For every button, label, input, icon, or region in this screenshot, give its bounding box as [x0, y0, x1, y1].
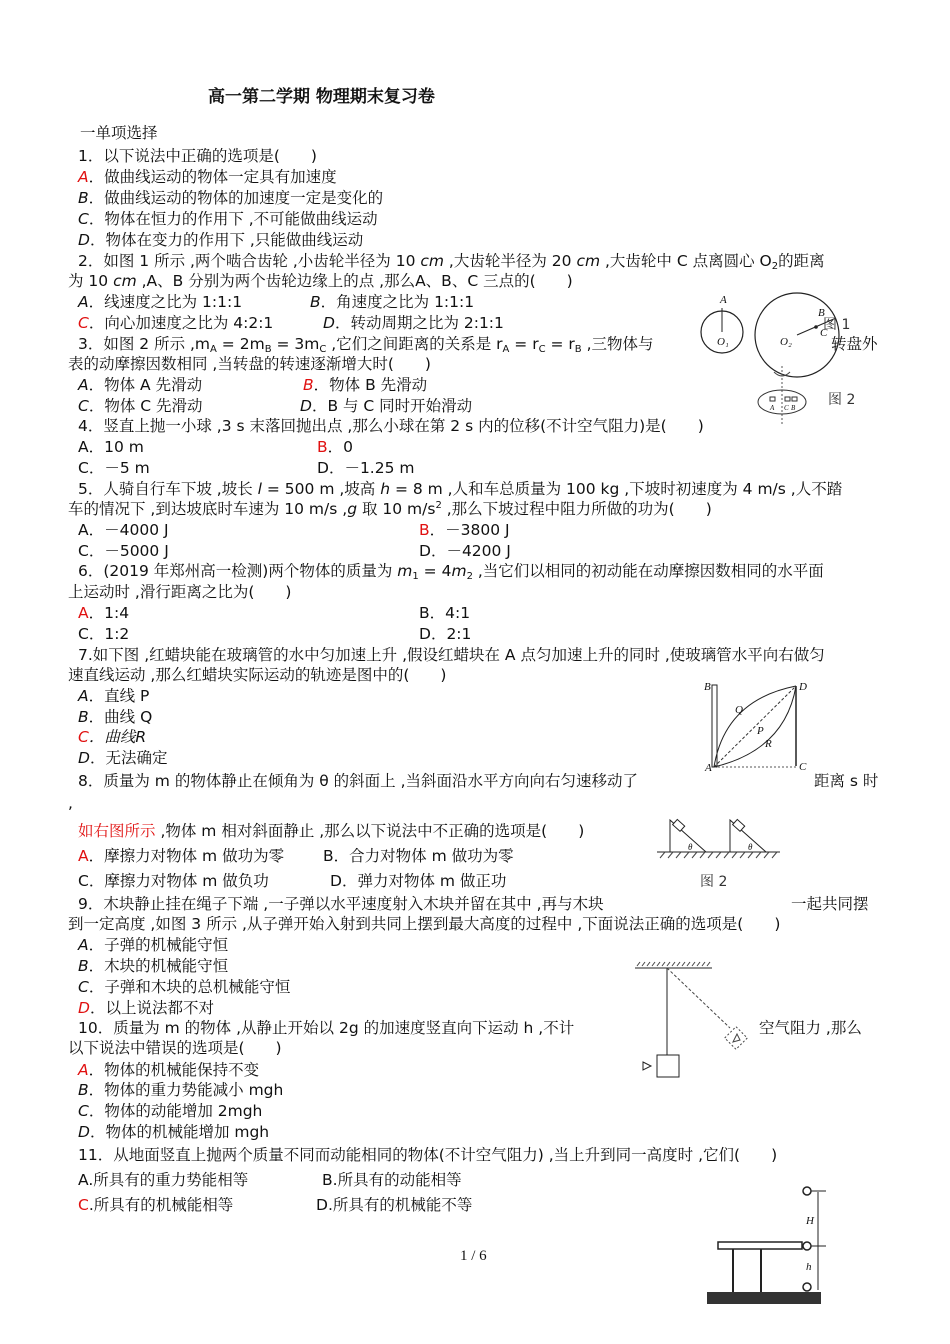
text: ,大齿轮半径为 20 [444, 252, 577, 270]
label-d: D [799, 681, 807, 693]
option-letter: C [78, 397, 89, 415]
option-text: ．物体的重力势能减小 mgh [88, 1081, 284, 1099]
option-text: ．－1.25 m [328, 459, 415, 477]
label-p: P [757, 725, 764, 737]
option-letter: C [78, 542, 89, 560]
answer-letter: A [78, 604, 89, 622]
text: = 4 [418, 562, 452, 580]
option-letter: C [78, 1102, 89, 1120]
option-text: ．线速度之比为 1:1:1 [88, 293, 243, 311]
answer-letter: B [419, 521, 430, 539]
label-q: Q [735, 704, 743, 716]
option-text: ．做曲线运动的物体的加速度一定是变化的 [88, 189, 384, 207]
option-text: ．－4200 J [430, 542, 511, 560]
option-letter: A [78, 376, 89, 394]
option-text: ．物体在恒力的作用下 ,不可能做曲线运动 [88, 210, 378, 228]
option-letter: C [78, 459, 89, 477]
option-text: ．子弹和木块的总机械能守恒 [88, 978, 291, 996]
label-a: A [720, 294, 727, 306]
page-number: 1 / 6 [460, 1248, 487, 1264]
option-letter: B [419, 604, 430, 622]
text: ,当它们以相同的初动能在动摩擦因数相同的水平面 [472, 562, 824, 580]
question-8-stem: 8．质量为 m 的物体静止在倾角为 θ 的斜面上 ,当斜面沿水平方向向右匀速移动了 [78, 772, 639, 790]
label-c: C [820, 327, 828, 339]
option-text: ．－5000 J [88, 542, 169, 560]
section-heading: 一单项选择 [80, 124, 158, 142]
option-text: ．曲线R [88, 728, 147, 746]
stray-comma: , [68, 794, 73, 812]
option-text: ．0 [327, 438, 354, 456]
variable: m [451, 562, 467, 580]
subscript: A [502, 344, 510, 355]
option-letter: A [78, 1171, 89, 1189]
variable: m [397, 562, 413, 580]
option-letter: D [323, 314, 335, 332]
text: = 500 m ,坡高 [261, 480, 381, 498]
variable: g [347, 500, 358, 518]
option-text: ．木块的机械能守恒 [88, 957, 229, 975]
label-b: B [704, 681, 711, 693]
question-8-stem-tail: 距离 s 时 [814, 772, 879, 790]
text: 的距离 [778, 252, 825, 270]
option-letter: D [419, 625, 431, 643]
text: 5．人骑自行车下坡 ,坡长 [78, 480, 258, 498]
option-text: ．做曲线运动的物体一定具有加速度 [88, 168, 337, 186]
option-letter: B [322, 1171, 333, 1189]
text: 为 10 [68, 272, 114, 290]
question-11-stem: 11．从地面竖直上抛两个质量不同而动能相同的物体(不计空气阻力) ,当上升到同一高度时 ,它们( ) [78, 1146, 778, 1164]
answer-letter: A [78, 168, 89, 186]
option-text: ．物体的机械能保持不变 [88, 1061, 260, 1079]
subscript: B [264, 344, 272, 355]
subscript: C [319, 344, 327, 355]
option-letter: D [317, 459, 329, 477]
subscript: 2 [771, 261, 779, 272]
ground [707, 1292, 821, 1304]
label-b: B [818, 307, 825, 319]
text: = r [545, 335, 575, 353]
question-9-stem: 9．木块静止挂在绳子下端 ,一子弹以水平速度射入木块并留在其中 ,再与木块 [78, 895, 604, 913]
answer-letter: C [78, 314, 89, 332]
text: = 2m [216, 335, 265, 353]
option-text: ．物体 B 先滑动 [313, 376, 428, 394]
variable: l [257, 480, 262, 498]
option-text: ．无法确定 [89, 749, 168, 767]
figure-incline-caption: 图 2 [700, 874, 728, 890]
option-text: ．摩擦力对物体 m 做功为零 [88, 847, 285, 865]
figure-2-caption: 图 2 [828, 392, 856, 408]
answer-letter: D [78, 999, 90, 1017]
option-letter: A [78, 521, 89, 539]
question-4-stem: 4．竖直上抛一小球 ,3 s 末落回抛出点 ,那么小球在第 2 s 内的位移(不计空气阻力)是( ) [78, 417, 704, 435]
option-text: ．1:4 [88, 604, 130, 622]
option-letter: B [78, 189, 89, 207]
option-letter: B [323, 847, 334, 865]
option-letter: B [78, 1081, 89, 1099]
angle-theta: θ [748, 842, 753, 852]
option-text: ．物体的机械能增加 mgh [89, 1123, 270, 1141]
text: 2．如图 1 所示 ,两个啮合齿轮 ,小齿轮半径为 10 [78, 252, 421, 270]
text: 6．(2019 年郑州高一检测)两个物体的质量为 [78, 562, 398, 580]
question-7-stem: 7.如下图 ,红蜡块能在玻璃管的水中匀加速上升 ,假设红蜡块在 A 点匀加速上升的同时 ,使玻璃管水平向右做匀 [78, 646, 825, 664]
subscript: 2 [466, 571, 473, 582]
question-10-stem-cont: 以下说法中错误的选项是( ) [68, 1039, 282, 1057]
question-1-stem: 1．以下说法中正确的选项是( ) [78, 147, 317, 165]
text: 取 10 m/s [357, 500, 436, 518]
text: = 8 m ,人和车总质量为 100 kg ,下坡时初速度为 4 m/s ,人不踏 [390, 480, 843, 498]
label-H: H [806, 1215, 814, 1227]
page-title: 高一第二学期 物理期末复习卷 [208, 87, 435, 107]
option-text: ．物体 A 先滑动 [88, 376, 203, 394]
label-b: B [791, 404, 796, 412]
text: ,三物体与 [581, 335, 654, 353]
option-text: ．2:1 [430, 625, 472, 643]
question-10-stem: 10．质量为 m 的物体 ,从静止开始以 2g 的加速度竖直向下运动 h ,不计 [78, 1019, 575, 1037]
label-c: C [799, 761, 807, 773]
label-c: C [784, 404, 789, 412]
option-text: ．物体的动能增加 2mgh [88, 1102, 263, 1120]
subscript: A [210, 344, 217, 355]
option-text: ．弹力对物体 m 做正功 [341, 872, 507, 890]
label-o2: O₂ [780, 336, 792, 348]
question-3-stem-tail: 转盘外 [831, 335, 878, 353]
option-letter: A [78, 293, 89, 311]
option-text: ．B 与 C 同时开始滑动 [311, 397, 473, 415]
subscript: 1 [412, 571, 419, 582]
option-text: ．转动周期之比为 2:1:1 [334, 314, 504, 332]
variable: h [380, 480, 391, 498]
superscript: 2 [435, 500, 442, 511]
question-7-stem-cont: 速直线运动 ,那么红蜡块实际运动的轨迹是图中的( ) [68, 666, 447, 684]
option-text: ．－3800 J [429, 521, 510, 539]
option-text: ．－5 m [88, 459, 150, 477]
subscript: B [574, 344, 582, 355]
label-r: R [765, 738, 772, 750]
ball-middle [803, 1242, 811, 1250]
angle-theta: θ [688, 842, 693, 852]
option-text: ．以上说法都不对 [89, 999, 214, 1017]
option-letter: D [300, 397, 312, 415]
option-text: ．10 m [88, 438, 144, 456]
option-text: ．直线 P [88, 687, 150, 705]
option-letter: D [78, 1123, 90, 1141]
text: ,物体 m 相对斜面静止 ,那么以下说法中不正确的选项是( ) [155, 822, 585, 840]
option-letter: D [316, 1196, 328, 1214]
option-letter: B [78, 957, 89, 975]
option-text: ．1:2 [88, 625, 130, 643]
ball-bottom [803, 1283, 811, 1291]
option-letter: D [78, 231, 90, 249]
option-letter: D [330, 872, 342, 890]
option-text: ．向心加速度之比为 4:2:1 [88, 314, 274, 332]
ball-top [803, 1187, 811, 1195]
option-text: ．物体 C 先滑动 [88, 397, 203, 415]
unit: cm [420, 252, 444, 270]
option-letter: C [78, 625, 89, 643]
figure-1-caption: 图 1 [823, 317, 851, 333]
option-text: ．子弹的机械能守恒 [88, 936, 229, 954]
option-letter: A [78, 687, 89, 705]
question-6-stem-cont: 上运动时 ,滑行距离之比为( ) [68, 583, 292, 601]
option-text: .所具有的机械能不等 [327, 1196, 473, 1214]
label-a: A [705, 762, 712, 774]
question-3-stem-cont: 表的动摩擦因数相同 ,当转盘的转速逐渐增大时( ) [68, 355, 431, 373]
option-text: .所具有的动能相等 [332, 1171, 462, 1189]
question-9-stem-cont: 到一定高度 ,如图 3 所示 ,从子弹开始入射到共同上摆到最大高度的过程中 ,下面说法正确的选项是( ) [68, 915, 781, 933]
option-letter: A [78, 936, 89, 954]
text: 3．如图 2 所示 ,m [78, 335, 211, 353]
text: ,那么下坡过程中阻力所做的功为( ) [441, 500, 712, 518]
option-text: ．合力对物体 m 做功为零 [333, 847, 514, 865]
unit: cm [113, 272, 137, 290]
text: ,大齿轮中 C 点离圆心 O [600, 252, 772, 270]
answer-letter: C [78, 1196, 89, 1214]
label-a: A [770, 404, 775, 412]
option-text: ．摩擦力对物体 m 做负功 [88, 872, 269, 890]
text: = 3m [271, 335, 320, 353]
option-letter: C [78, 872, 89, 890]
option-text: .所具有的机械能相等 [88, 1196, 234, 1214]
label-o1: O₁ [717, 336, 729, 348]
unit: cm [576, 252, 601, 270]
option-text: ．角速度之比为 1:1:1 [320, 293, 475, 311]
text: ,它们之间距离的关系是 r [326, 335, 503, 353]
answer-letter: A [78, 847, 89, 865]
answer-letter: A [78, 1061, 89, 1079]
text: 车的情况下 ,到达坡底时车速为 10 m/s , [68, 500, 348, 518]
option-letter: C [78, 978, 89, 996]
answer-letter: C [78, 728, 89, 746]
text: ,A、B 分别为两个齿轮边缘上的点 ,那么A、B、C 三点的( ) [136, 272, 573, 290]
text: = r [509, 335, 539, 353]
answer-letter: B [317, 438, 328, 456]
highlighted-text: 如右图所示 [78, 822, 156, 840]
option-letter: D [419, 542, 431, 560]
question-10-stem-tail: 空气阻力 ,那么 [759, 1019, 862, 1037]
subscript: C [538, 344, 546, 355]
option-text: .所具有的重力势能相等 [88, 1171, 249, 1189]
option-letter: C [78, 210, 89, 228]
option-letter: A [78, 438, 89, 456]
option-letter: B [78, 708, 89, 726]
option-letter: B [310, 293, 321, 311]
table-top [718, 1242, 802, 1249]
option-text: ．物体在变力的作用下 ,只能做曲线运动 [89, 231, 364, 249]
option-letter: D [78, 749, 90, 767]
question-9-stem-tail: 一起共同摆 [791, 895, 869, 913]
option-text: ．曲线 Q [88, 708, 153, 726]
option-text: ．4:1 [429, 604, 471, 622]
option-text: ．－4000 J [88, 521, 169, 539]
label-h: h [806, 1261, 812, 1273]
answer-letter: B [303, 376, 314, 394]
